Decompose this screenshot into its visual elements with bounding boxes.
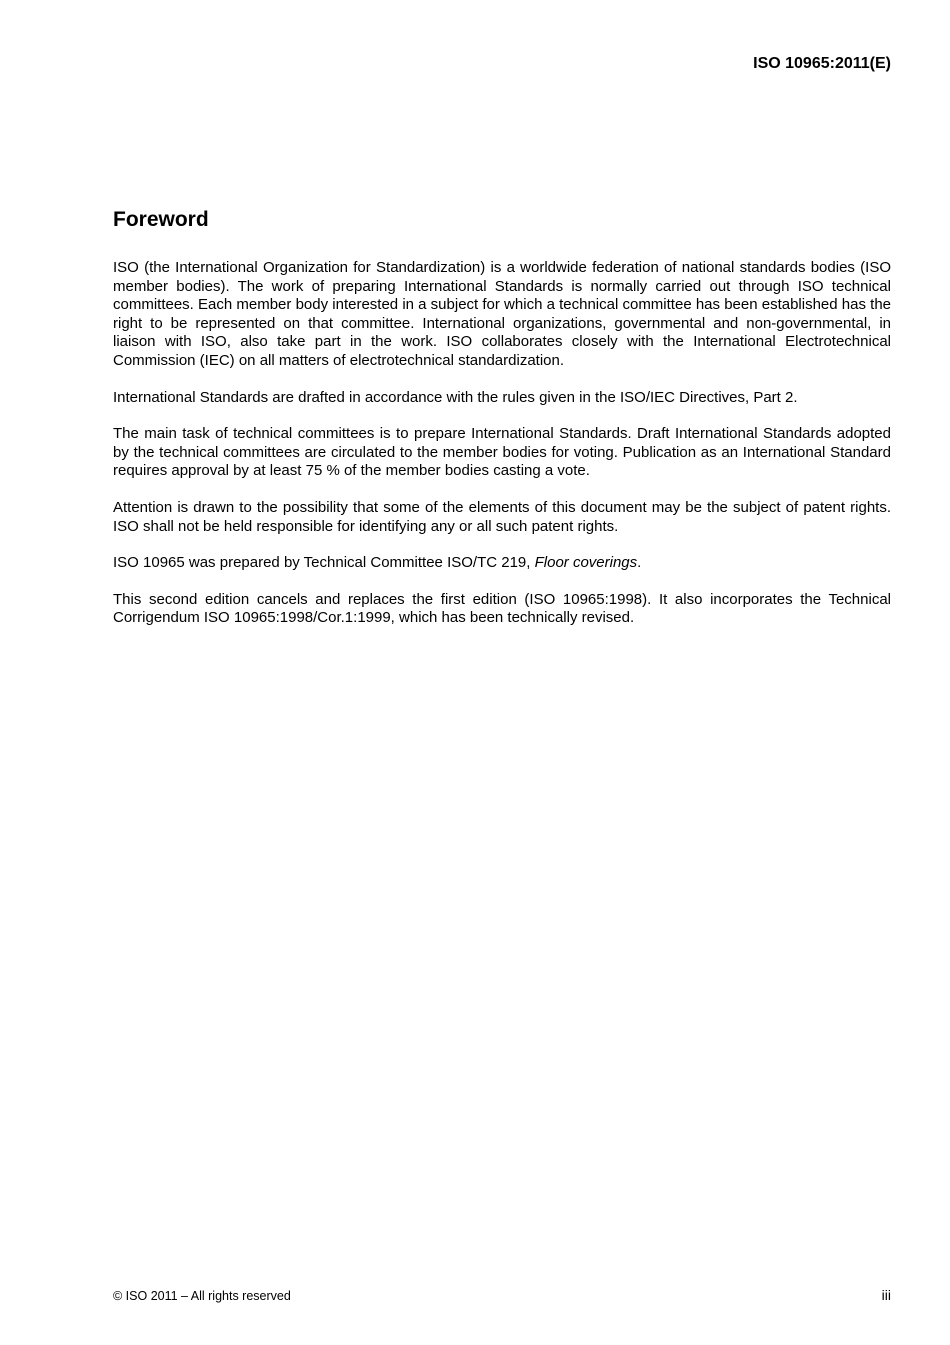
document-reference: ISO 10965:2011(E) — [753, 55, 891, 72]
paragraph-edition-note: This second edition cancels and replaces the first edition (ISO 10965:1998). It also incorporates the Technical Corrigendum ISO 10965:1998/Cor.1:1999, which has been technically revised. — [113, 590, 891, 627]
copyright-notice: © ISO 2011 – All rights reserved — [113, 1289, 291, 1303]
page-number: iii — [881, 1287, 891, 1303]
paragraph-iso-description: ISO (the International Organization for Standardization) is a worldwide federation of national standards bodies (ISO member bodies). The work of preparing International Standards is normally carried out through ISO technical committees. Each member body interested in a subject for which a technical committee has been established has the right to be represented on that committee. International organizations, governmental and non-governmental, in liaison with ISO, also take part in the work. ISO collaborates closely with the International Electrotechnical Commission (IEC) on all matters of electrotechnical standardization. — [113, 259, 891, 369]
section-title: Foreword — [113, 208, 209, 231]
paragraph-committee-task: The main task of technical committees is to prepare International Standards. Draft International Standards adopted by the technical committees are circulated to the member bodies for voting. Publication as an International Standard requires approval by at least 75 % of the member bodies casting a vote. — [113, 425, 891, 480]
paragraph-patent-notice: Attention is drawn to the possibility that some of the elements of this document may be the subject of patent rights. ISO shall not be held responsible for identifying any or all such patent rights. — [113, 498, 891, 535]
committee-title: Floor coverings — [534, 554, 638, 572]
paragraph-drafting-rules: International Standards are drafted in accordance with the rules given in the ISO/IEC Directives, Part 2. — [113, 388, 798, 406]
prepared-by-suffix: . — [637, 554, 642, 572]
prepared-by-text: ISO 10965 was prepared by Technical Committee ISO/TC 219, — [113, 554, 535, 572]
paragraph-prepared-by — [113, 554, 891, 573]
foreword-body — [113, 259, 891, 628]
